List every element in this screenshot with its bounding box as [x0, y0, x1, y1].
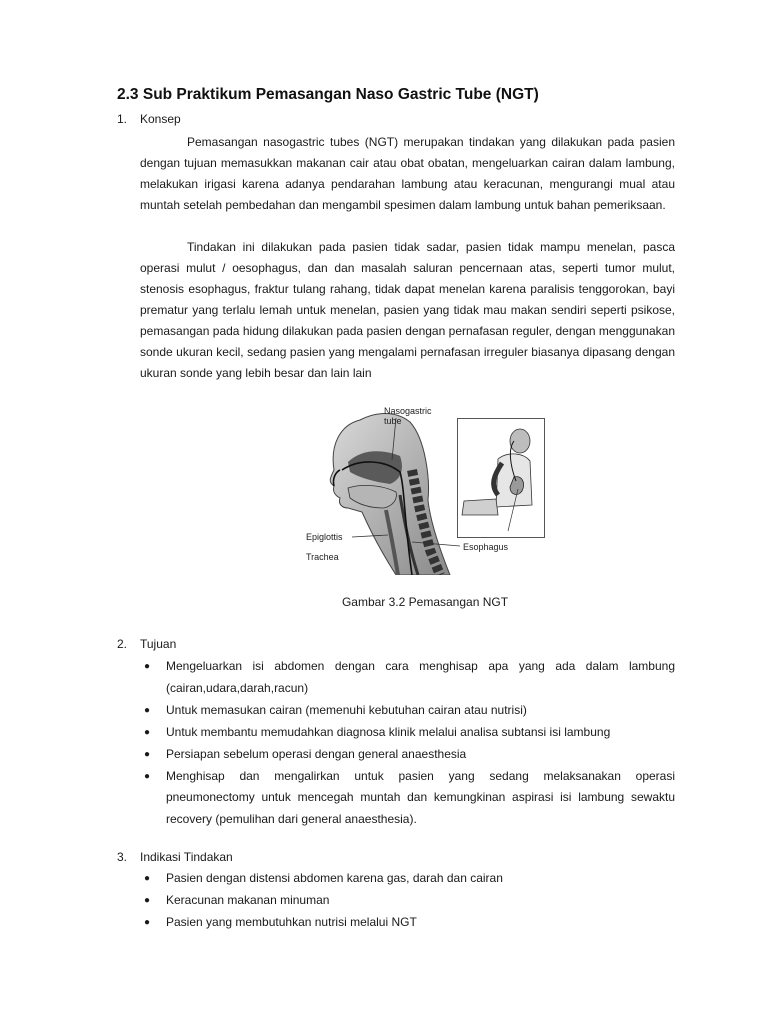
- tujuan-list: [140, 656, 675, 831]
- section-3-label: Indikasi Tindakan: [140, 850, 233, 864]
- bullet-icon: ●: [144, 661, 151, 672]
- konsep-paragraph-1-text: Pemasangan nasogastric tubes (NGT) merupakan tindakan yang dilakukan pada pasien dengan tujuan memasukkan makanan cair atau obat obatan, mengeluarkan cairan dalam lambung, melakukan irigasi karena adanya pendarahan lambung atau keracunan, mengurangi mual atau muntah setelah pembedahan dan mengambil spesimen dalam lambung untuk bahan pemeriksaan.: [140, 135, 675, 212]
- list-item: [140, 868, 675, 890]
- section-1-label: Konsep: [140, 112, 181, 126]
- nasogastric-tube-label-line1: Nasogastric: [384, 406, 432, 416]
- section-3-number: 3.: [117, 850, 128, 864]
- section-2-label: Tujuan: [140, 637, 177, 651]
- bullet-icon: ●: [144, 748, 151, 760]
- list-item-text: Menghisap dan mengalirkan untuk pasien yang sedang melaksanakan operasi pneumonectomy untuk mencegah muntah dan kemungkinan aspirasi isi lambung sewaktu recovery (pemulihan dari general anaesthesia).: [166, 768, 675, 826]
- list-item-text: Untuk memasukan cairan (memenuhi kebutuhan cairan atau nutrisi): [166, 702, 527, 717]
- list-item: [140, 700, 675, 722]
- nasogastric-tube-label-line2: tube: [384, 416, 402, 426]
- patient-body-illustration: [458, 419, 544, 537]
- list-item: [140, 912, 675, 934]
- list-item: [140, 766, 675, 831]
- bullet-icon: ●: [144, 873, 151, 884]
- list-item: [140, 744, 675, 766]
- list-item: [140, 722, 675, 744]
- section-1-number: 1.: [117, 112, 128, 126]
- bullet-icon: ●: [144, 770, 151, 782]
- bullet-icon: ●: [144, 917, 151, 928]
- list-item-text: Pasien yang membutuhkan nutrisi melalui NGT: [166, 915, 417, 929]
- trachea-label: Trachea: [306, 552, 339, 562]
- figure-caption: Gambar 3.2 Pemasangan NGT: [341, 595, 509, 609]
- list-item-text: Keracunan makanan minuman: [166, 893, 330, 907]
- konsep-paragraph-2-text: Tindakan ini dilakukan pada pasien tidak sadar, pasien tidak mampu menelan, pasca operasi mulut / oesophagus, dan dan masalah saluran pencernaan atas, seperti tumor mulut, stenosis esophagus, fraktur tulang rahang, tidak dapat menelan karena paralisis tenggorokan, bayi prematur yang terlalu lemah untuk menelan, pasien yang tidak mau makan sendiri seperti psikose, pemasangan pada hidung dilakukan pada pasien dengan pernafasan reguler, dengan menggunakan sonde ukuran kecil, sedang pasien yang mengalami pernafasan irreguler biasanya dipasang dengan ukuran sonde yang lebih besar dan lain lain: [140, 240, 675, 380]
- section-title: 2.3 Sub Praktikum Pemasangan Naso Gastric Tube (NGT): [117, 86, 539, 103]
- list-item-text: Mengeluarkan isi abdomen dengan cara menghisap apa yang ada dalam lambung (cairan,udara,darah,racun): [166, 659, 675, 695]
- list-item-text: Untuk membantu memudahkan diagnosa klinik melalui analisa subtansi isi lambung: [166, 724, 611, 739]
- esophagus-label: Esophagus: [463, 542, 509, 552]
- list-item: [140, 890, 675, 912]
- bullet-icon: ●: [144, 704, 151, 716]
- section-2-number: 2.: [117, 637, 128, 651]
- epiglottis-label: Epiglottis: [306, 532, 343, 542]
- konsep-paragraph-2: [140, 237, 675, 384]
- konsep-paragraph-1: [140, 132, 675, 216]
- indikasi-list: [140, 868, 675, 934]
- bullet-icon: ●: [144, 726, 151, 738]
- list-item-text: Persiapan sebelum operasi dengan general anaesthesia: [166, 746, 467, 761]
- patient-with-ngt-illustration: [457, 418, 545, 538]
- list-item-text: Pasien dengan distensi abdomen karena gas, darah dan cairan: [166, 871, 503, 885]
- bullet-icon: ●: [144, 895, 151, 906]
- list-item: [140, 656, 675, 699]
